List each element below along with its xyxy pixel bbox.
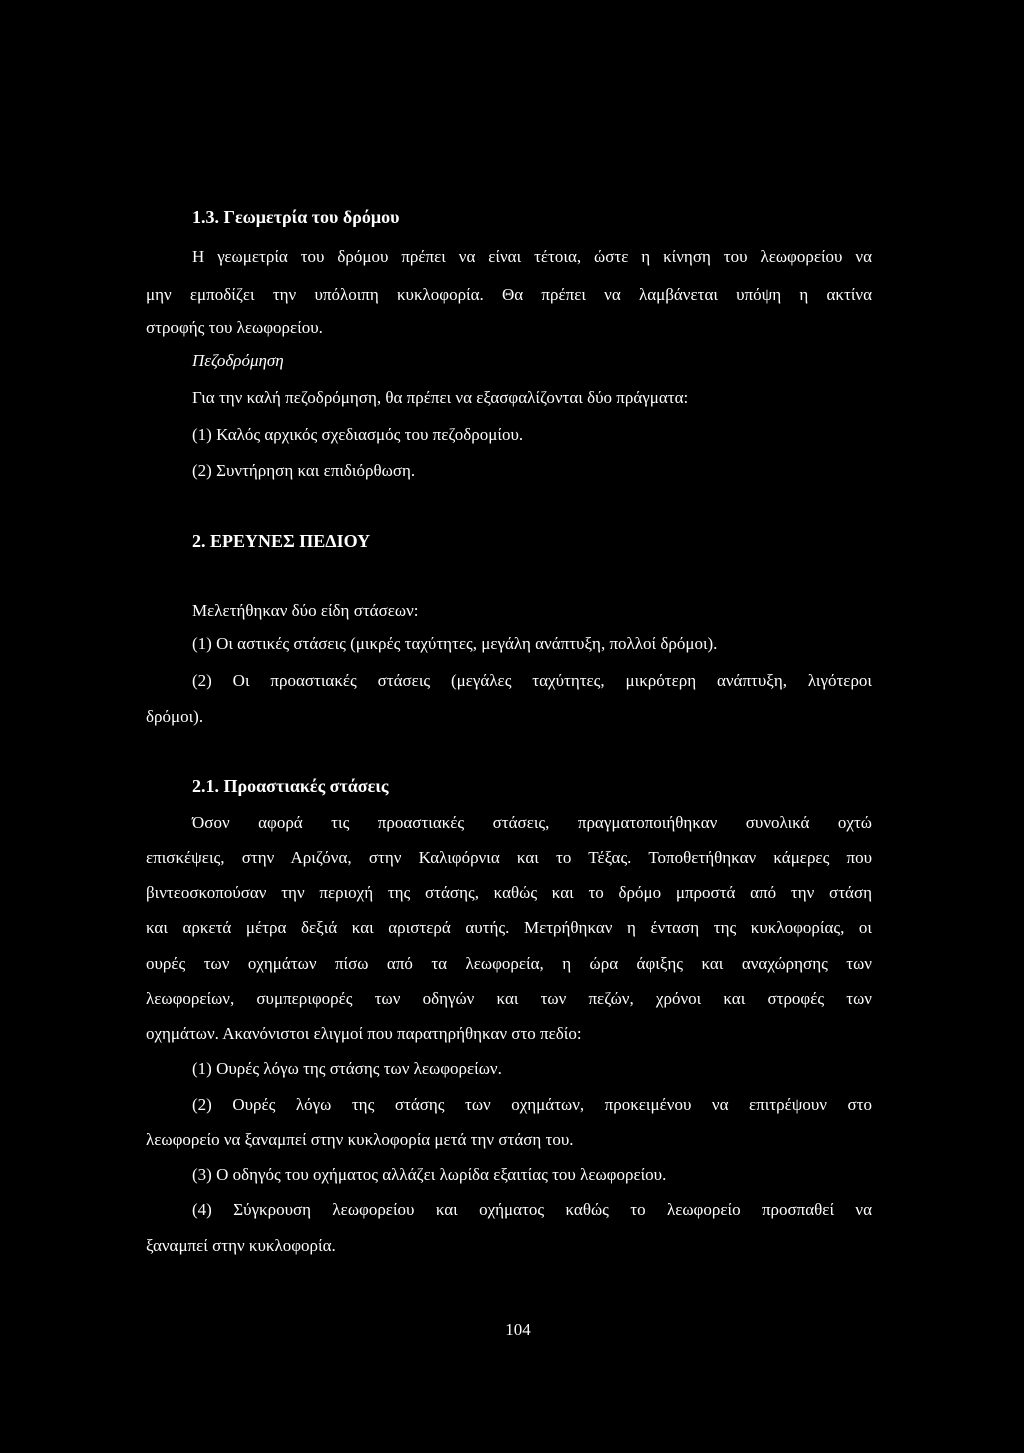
- list-item: (2) Οι προαστιακές στάσεις (μεγάλες ταχύτητες, μικρότερη ανάπτυξη, λιγότεροι: [192, 671, 872, 690]
- paragraph-line: οχημάτων. Ακανόνιστοι ελιγμοί που παρατηρήθηκαν στο πεδίο:: [146, 1024, 582, 1043]
- paragraph-line: Η γεωμετρία του δρόμου πρέπει να είναι τέτοια, ώστε η κίνηση του λεωφορείου να: [192, 247, 872, 266]
- paragraph-line: ουρές των οχημάτων πίσω από τα λεωφορεία, η ώρα άφιξης και αναχώρησης των: [146, 954, 872, 973]
- list-item: (1) Οι αστικές στάσεις (μικρές ταχύτητες, μεγάλη ανάπτυξη, πολλοί δρόμοι).: [192, 634, 718, 653]
- paragraph-line: Μελετήθηκαν δύο είδη στάσεων:: [192, 601, 419, 620]
- section-heading-2: 2. ΕΡΕΥΝΕΣ ΠΕΔΙΟΥ: [192, 531, 371, 551]
- section-heading-1-3: [192, 206, 399, 228]
- list-item: (1) Ουρές λόγω της στάσης των λεωφορείων.: [192, 1059, 502, 1078]
- heading-title: Προαστιακές στάσεις: [223, 776, 389, 796]
- list-item: (3) Ο οδηγός του οχήματος αλλάζει λωρίδα εξαιτίας του λεωφορείου.: [192, 1165, 667, 1184]
- paragraph-line: και αρκετά μέτρα δεξιά και αριστερά αυτής. Μετρήθηκαν η ένταση της κυκλοφορίας, οι: [146, 918, 872, 937]
- list-item: (2) Ουρές λόγω της στάσης των οχημάτων, προκειμένου να επιτρέψουν στο: [192, 1095, 872, 1114]
- list-item-continuation: δρόμοι).: [146, 707, 204, 726]
- paragraph-line: επισκέψεις, στην Αριζόνα, στην Καλιφόρνια και το Τέξας. Τοποθετήθηκαν κάμερες που: [146, 848, 872, 867]
- paragraph-line: στροφής του λεωφορείου.: [146, 318, 323, 337]
- list-item-continuation: λεωφορείο να ξαναμπεί στην κυκλοφορία μετά την στάση του.: [146, 1130, 574, 1149]
- heading-number: 1.3.: [192, 207, 219, 227]
- page-number: 104: [505, 1320, 531, 1339]
- heading-number: 2.1.: [192, 776, 219, 796]
- heading-title: Γεωμετρία του δρόμου: [223, 207, 400, 227]
- paragraph-line: λεωφορείων, συμπεριφορές των οδηγών και των πεζών, χρόνοι και στροφές των: [146, 989, 872, 1008]
- list-item: (1) Καλός αρχικός σχεδιασμός του πεζοδρομίου.: [192, 425, 524, 444]
- paragraph-line: Όσον αφορά τις προαστιακές στάσεις, πραγματοποιήθηκαν συνολικά οχτώ: [192, 813, 872, 832]
- list-item: (2) Συντήρηση και επιδιόρθωση.: [192, 461, 416, 480]
- paragraph-line: μην εμποδίζει την υπόλοιπη κυκλοφορία. Θα πρέπει να λαμβάνεται υπόψη η ακτίνα: [146, 285, 872, 304]
- section-heading-2-1: [192, 775, 388, 797]
- sub-intro: Για την καλή πεζοδρόμηση, θα πρέπει να εξασφαλίζονται δύο πράγματα:: [192, 388, 689, 407]
- subheading: Πεζοδρόμηση: [192, 351, 284, 370]
- list-item-continuation: ξαναμπεί στην κυκλοφορία.: [146, 1236, 336, 1255]
- list-item: (4) Σύγκρουση λεωφορείου και οχήματος καθώς το λεωφορείο προσπαθεί να: [192, 1200, 872, 1219]
- paragraph-line: βιντεοσκοπούσαν την περιοχή της στάσης, καθώς και το δρόμο μπροστά από την στάση: [146, 883, 872, 902]
